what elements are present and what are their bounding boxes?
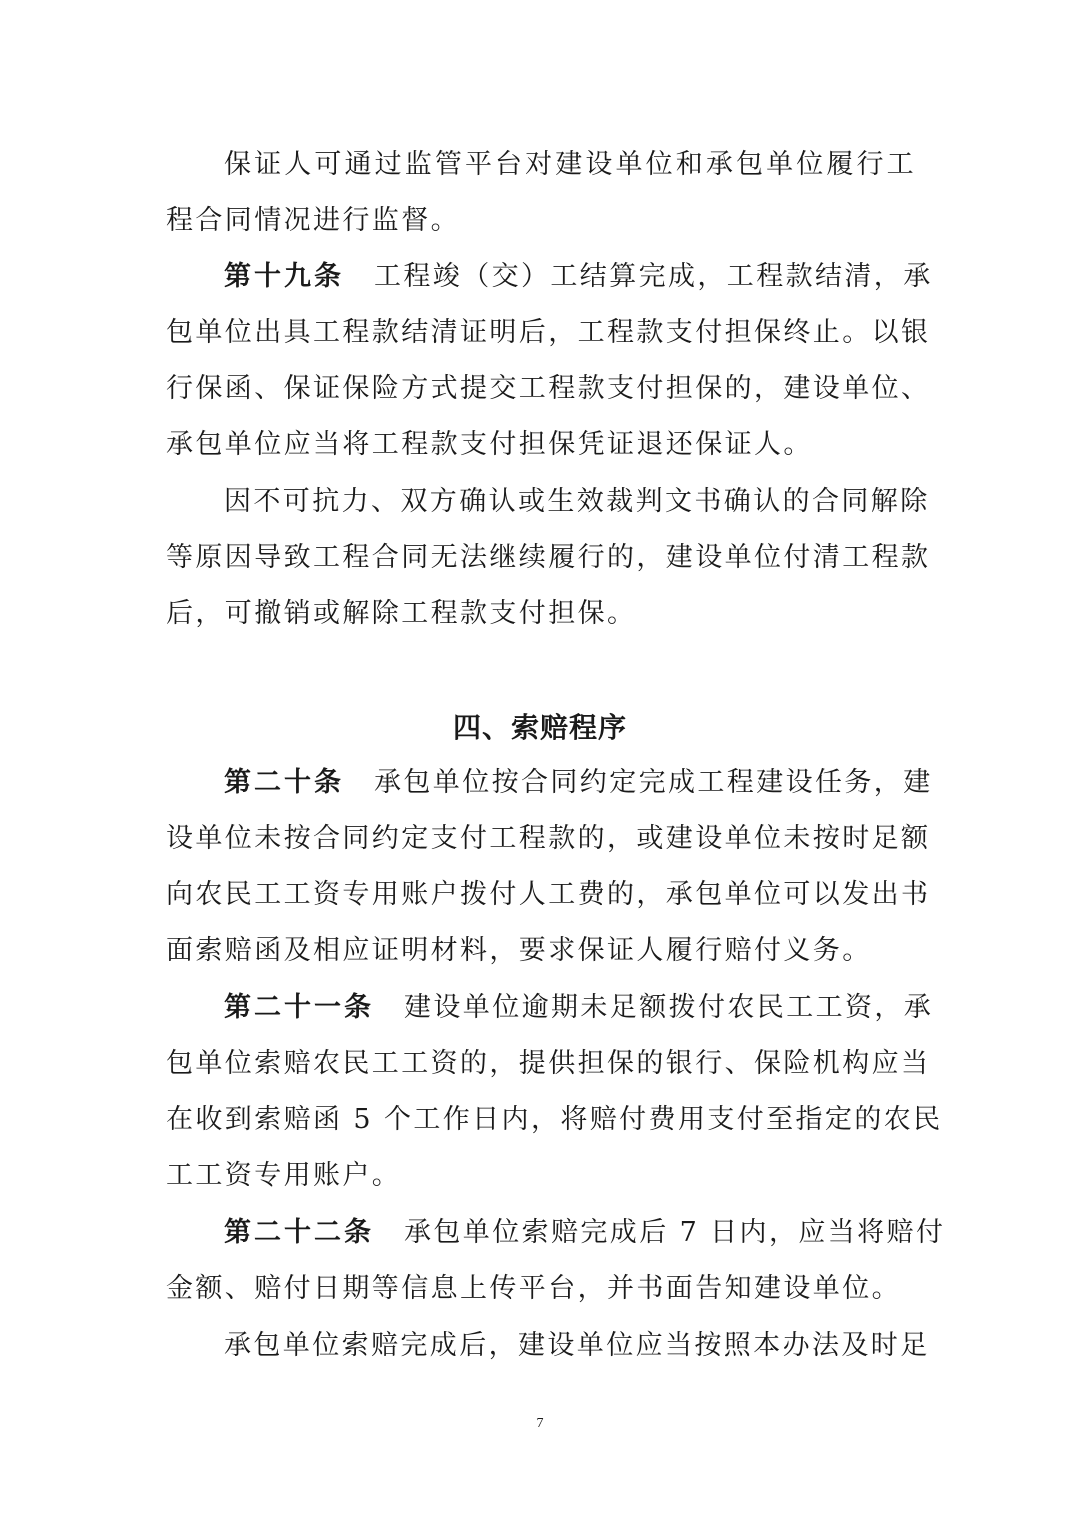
text: 程合同情况进行监督。	[166, 205, 460, 236]
text: 因不可抗力、双方确认或生效裁判文书确认的合同解除	[224, 486, 930, 517]
text: 承包单位应当将工程款支付担保凭证退还保证人。	[166, 429, 813, 460]
article-label: 第二十一条	[224, 992, 374, 1023]
paragraph-line	[166, 530, 931, 586]
article-20-first-line	[224, 755, 933, 811]
article-19-first-line	[224, 249, 933, 305]
paragraph-line	[224, 137, 916, 193]
paragraph-line	[166, 586, 916, 642]
paragraph-line	[166, 1148, 916, 1204]
paragraph-line	[166, 1036, 931, 1092]
text: 承包单位索赔完成后 7 日内，应当将赔付	[404, 1217, 946, 1248]
text: 行保函、保证保险方式提交工程款支付担保的，建设单位、	[166, 373, 931, 404]
article-21-first-line	[224, 980, 934, 1036]
article-22-first-line	[224, 1205, 946, 1261]
text: 等原因导致工程合同无法继续履行的，建设单位付清工程款	[166, 542, 931, 573]
text: 包单位出具工程款结清证明后，工程款支付担保终止。以银	[166, 317, 931, 348]
text: 后，可撤销或解除工程款支付担保。	[166, 598, 637, 629]
text: 在收到索赔函 5 个工作日内，将赔付费用支付至指定的农民	[166, 1104, 943, 1135]
text: 承包单位按合同约定完成工程建设任务，建	[374, 767, 933, 798]
text: 设单位未按合同约定支付工程款的，或建设单位未按时足额	[166, 823, 931, 854]
text: 承包单位索赔完成后，建设单位应当按照本办法及时足	[224, 1330, 930, 1361]
text: 保证人可通过监管平台对建设单位和承包单位履行工	[224, 149, 916, 180]
paragraph-line	[166, 417, 916, 473]
text: 包单位索赔农民工工资的，提供担保的银行、保险机构应当	[166, 1048, 931, 1079]
article-label: 第二十条	[224, 767, 344, 798]
text: 金额、赔付日期等信息上传平台，并书面告知建设单位。	[166, 1273, 901, 1304]
paragraph-line	[224, 474, 930, 530]
paragraph-line	[166, 811, 931, 867]
paragraph-line	[166, 867, 931, 923]
text: 工程竣（交）工结算完成，工程款结清，承	[374, 261, 933, 292]
section-heading: 四、索赔程序	[452, 711, 627, 744]
text: 向农民工工资专用账户拨付人工费的，承包单位可以发出书	[166, 879, 931, 910]
paragraph-line	[166, 1092, 943, 1148]
paragraph-line	[224, 1318, 930, 1374]
article-label: 第二十二条	[224, 1217, 374, 1248]
article-label: 第十九条	[224, 261, 344, 292]
text: 工工资专用账户。	[166, 1160, 402, 1191]
page-number: 7	[536, 1416, 544, 1431]
text: 建设单位逾期未足额拨付农民工工资，承	[404, 992, 934, 1023]
paragraph-line	[166, 923, 916, 979]
paragraph-line	[166, 305, 931, 361]
paragraph-line	[166, 361, 931, 417]
paragraph-line	[166, 1261, 916, 1317]
paragraph-line	[166, 193, 916, 249]
text: 面索赔函及相应证明材料，要求保证人履行赔付义务。	[166, 935, 872, 966]
